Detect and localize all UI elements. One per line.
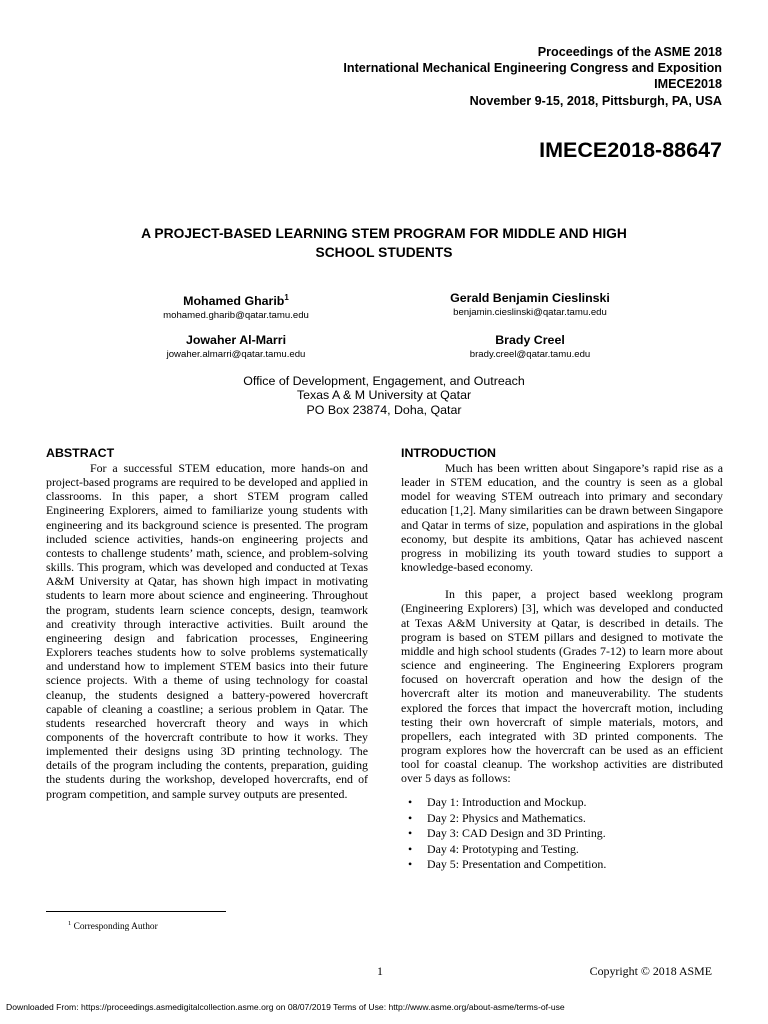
author-name: Jowaher Al-Marri	[185, 333, 287, 347]
bullet-icon: •	[408, 795, 413, 810]
list-item	[401, 842, 723, 857]
title-line-2: SCHOOL STUDENTS	[315, 245, 453, 260]
abstract-paragraph: For a successful STEM education, more hands-on and project-based programs are required to be developed and applied in classrooms. In this paper, a short STEM program called Engineering Explorers, aimed to familiarize young students with engineering and its background science is presented. The program included science activities, hands-on engineering projects and contests to challenge students’ math, science, and problem-solving skills. This program, which was developed and conducted at Texas A&M University at Qatar, has shown high impact in motivating students to learn more about science and engineering. Throughout the program, students learn science concepts, design, teamwork and creativity through interactive activities. Built around the engineering design and fabrication processes, Engineering Explorers teaches students how to solve problems systematically and understand how to implement STEM basics into their future science projects. With a theme of using technology for coastal cleanup, the students designed a battery-powered hovercraft capable of cleaning a coastline; a serious problem in Qatar. The students researched hovercraft theory and ways in which components of the hovercraft contribute to how it works. They implemented their designs using 3D printing technology. The details of the program including the contents, preparation, guiding the students during the workshop, developed hovercrafts, end of program competition, and sample survey outputs are presented.	[46, 461, 368, 801]
author-email: brady.creel@qatar.tamu.edu	[469, 349, 591, 360]
page-number: 1	[377, 964, 383, 978]
proceedings-header	[343, 44, 722, 109]
paper-title	[0, 224, 768, 262]
download-notice[interactable]: Downloaded From: https://proceedings.asmedigitalcollection.asme.org on 08/07/2019 Terms of Use: http://www.asme.org/about-asme/terms-of-use	[6, 1002, 565, 1012]
introduction-paragraph-2: In this paper, a project based weeklong program (Engineering Explorers) [3], which was developed and conducted at Texas A&M University at Qatar, is described in details. The program is based on STEM pillars and designed to motivate the middle and high school students (Grades 7-12) to learn more about science and engineering. The Engineering Explorers program focused on hovercraft operation and how the design of the hovercraft alter its motion and maneuverability. The students explored the forces that impact the hovercraft motion, including testing their own hovercraft of simple materials, motors, and propellers, each integrated with 3D printed components. The program explores how the hovercraft can be used as an efficient tool for coastal cleanup. The workshop activities are distributed over 5 days as follows:	[401, 587, 723, 786]
abstract-heading: ABSTRACT	[46, 446, 115, 460]
list-item	[401, 857, 723, 872]
congress-name: International Mechanical Engineering Congress and Exposition	[343, 61, 722, 76]
paper-id: IMECE2018-88647	[539, 138, 722, 162]
footnote-divider	[46, 911, 226, 912]
abstract-body	[46, 461, 368, 801]
conference-code: IMECE2018	[654, 77, 722, 92]
title-line-1: A PROJECT-BASED LEARNING STEM PROGRAM FOR MIDDLE AND HIGH	[141, 226, 627, 241]
affiliation-university: Texas A & M University at Qatar	[296, 388, 472, 403]
author-email: benjamin.cieslinski@qatar.tamu.edu	[453, 307, 607, 318]
bullet-icon: •	[408, 810, 413, 825]
affiliation-office: Office of Development, Engagement, and Outreach	[243, 374, 525, 388]
introduction-body	[401, 461, 723, 785]
author-block	[96, 332, 376, 361]
footnote-mark: 1	[68, 920, 72, 927]
introduction-paragraph-1: Much has been written about Singapore’s rapid rise as a leader in STEM education, and the country is seen as a global model for weaving STEM outreach into primary and secondary education [1,2]. Many similarities can be drawn between Singapore and Qatar in terms of size, population and aspirations in the global economy, but despite its ambitions, Qatar has achieved nascent progress in mobilizing its youth toward studies to support a knowledge-based economy.	[401, 461, 723, 575]
author-email: jowaher.almarri@qatar.tamu.edu	[166, 349, 306, 360]
author-name: Gerald Benjamin Cieslinski	[450, 291, 610, 305]
conference-dates-location: November 9-15, 2018, Pittsburgh, PA, USA	[469, 93, 722, 108]
footnote-text: Corresponding Author	[73, 922, 158, 933]
author-name: Mohamed Gharib$^1$	[183, 293, 289, 309]
author-block	[96, 290, 376, 322]
bullet-icon: •	[408, 857, 413, 872]
author-name: Brady Creel	[495, 333, 565, 347]
affiliation-address: PO Box 23874, Doha, Qatar	[306, 402, 462, 417]
day-text: Day 2: Physics and Mathematics.	[427, 810, 586, 825]
list-item	[401, 811, 723, 826]
author-email: mohamed.gharib@qatar.tamu.edu	[163, 310, 309, 322]
day-text: Day 1: Introduction and Mockup.	[427, 795, 587, 810]
affiliation	[0, 374, 768, 417]
copyright-notice: Copyright © 2018 ASME	[589, 964, 712, 978]
day-text: Day 3: CAD Design and 3D Printing.	[427, 826, 606, 841]
day-text: Day 4: Prototyping and Testing.	[427, 841, 579, 856]
footnote	[68, 918, 158, 933]
author-block	[390, 290, 670, 319]
author-block	[390, 332, 670, 361]
list-item	[401, 795, 723, 810]
bullet-icon: •	[408, 841, 413, 856]
list-item	[401, 826, 723, 841]
introduction-column	[401, 446, 723, 872]
author-footnote-mark: 1	[284, 293, 289, 302]
abstract-column	[46, 446, 368, 801]
day-text: Day 5: Presentation and Competition.	[427, 857, 607, 872]
workshop-days-list	[401, 795, 723, 872]
bullet-icon: •	[408, 826, 413, 841]
introduction-heading: INTRODUCTION	[401, 446, 496, 460]
proceedings-name: Proceedings of the ASME 2018	[537, 45, 722, 59]
